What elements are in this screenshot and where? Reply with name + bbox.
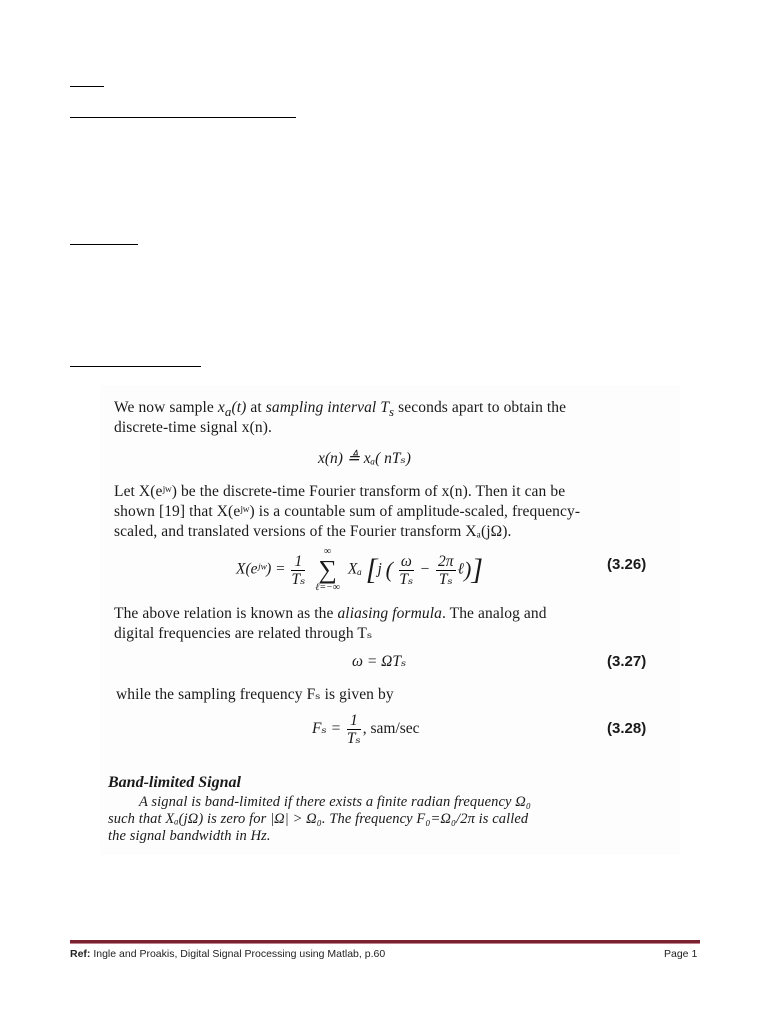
band-limited-line1: A signal is band-limited if there exists a finite radian frequency Ω₀ <box>139 794 531 810</box>
equation-number-3-26: (3.26) <box>607 556 647 573</box>
blank-rule-2 <box>70 117 296 118</box>
paragraph-aliasing-line2: digital frequencies are related through Tₛ <box>114 625 373 642</box>
equation-number-3-27: (3.27) <box>607 653 647 670</box>
paragraph-dtft-line2: shown [19] that X(eʲʷ) is a countable sum of amplitude-scaled, frequency- <box>114 503 581 520</box>
equation-sampled-signal: x(n) ≜ xₐ( nTₛ) <box>318 450 411 467</box>
paragraph-aliasing: The above relation is known as the aliasing formula. The analog and <box>114 605 547 622</box>
fraction-one-over-ts: $\frac{1}{\text{Tₛ}}$ <box>291 552 306 588</box>
equation-frequency-relation: ω = ΩTₛ <box>352 653 407 670</box>
equation-sampling-frequency: Fₛ = $\frac{1}{\text{Tₛ}}$ , sam/sec <box>312 712 420 747</box>
equation-aliasing-formula: X(eʲʷ) = $\frac{1}{\text{Tₛ}}$ ∞ ∑ ℓ=−∞ Xₐ [j ( $\frac{\omega}{\text{Tₛ}}$ − $\frac{2\pi}{\text{Tₛ}}$ ℓ)] <box>236 546 483 593</box>
paragraph-sampling: We now sample $x_a(t)$ at sampling interval $T_s$ seconds apart to obtain the <box>114 399 567 420</box>
footer-reference: Ref: Ingle and Proakis, Digital Signal Processing using Matlab, p.60 <box>70 948 386 960</box>
fraction-2pi-over-ts: $\frac{2\pi}{\text{Tₛ}}$ <box>438 552 454 588</box>
blank-rule-3 <box>70 244 138 245</box>
band-limited-line2: such that Xₐ(jΩ) is zero for |Ω| > Ω₀. The frequency F₀=Ω₀/2π is called <box>108 811 529 827</box>
fraction-one-over-ts-2: $\frac{1}{\text{Tₛ}}$ <box>346 712 361 747</box>
footer-rule <box>70 940 700 944</box>
paragraph-sampling-line2: discrete-time signal x(n). <box>114 419 272 436</box>
equation-number-3-28: (3.28) <box>607 720 647 737</box>
blank-rule-4 <box>70 366 201 367</box>
paragraph-dtft-line1: Let X(eʲʷ) be the discrete-time Fourier transform of x(n). Then it can be <box>114 483 566 500</box>
paragraph-dtft-line3: scaled, and translated versions of the Fourier transform Xₐ(jΩ). <box>114 523 512 540</box>
heading-band-limited: Band-limited Signal <box>108 774 241 791</box>
fraction-omega-over-ts: $\frac{\omega}{\text{Tₛ}}$ <box>399 552 414 588</box>
page-number: Page 1 <box>664 948 698 960</box>
blank-rule-1 <box>70 86 104 87</box>
summation: ∞ ∑ ℓ=−∞ <box>315 546 340 593</box>
band-limited-line3: the signal bandwidth in Hz. <box>108 828 271 844</box>
paragraph-sampling-frequency: while the sampling frequency Fₛ is given by <box>116 686 394 703</box>
